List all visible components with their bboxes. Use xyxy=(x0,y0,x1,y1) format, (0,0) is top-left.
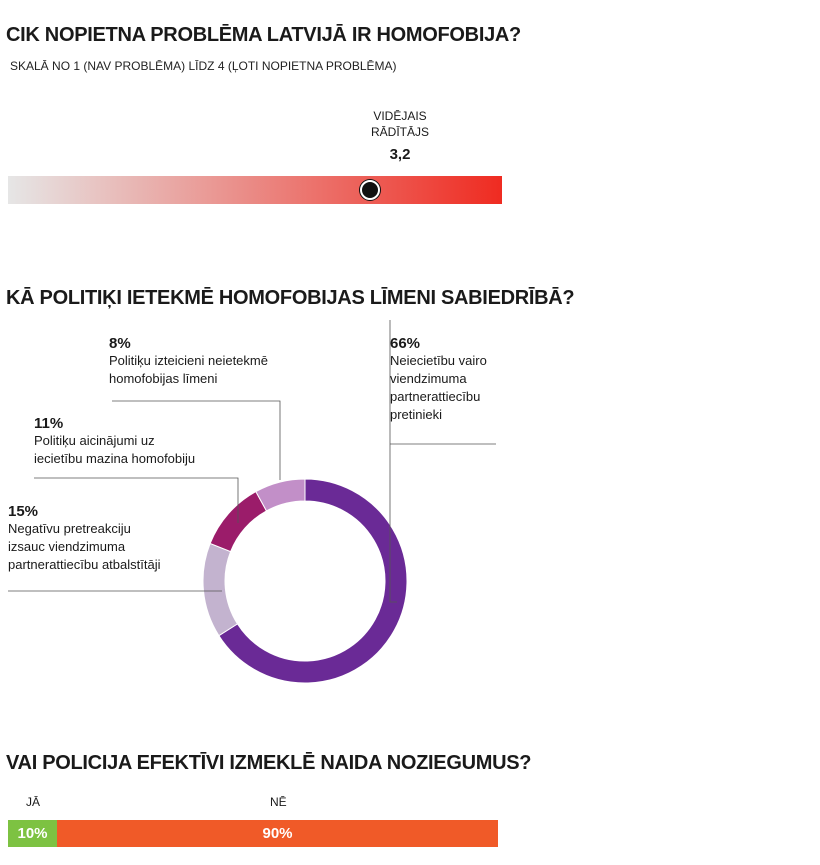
donut-title: KĀ POLITIĶI IETEKMĒ HOMOFOBIJAS LĪMENI SABIEDRĪBĀ? xyxy=(6,287,575,309)
slice-text-15-line-1: Negatīvu pretreakciju xyxy=(8,521,131,536)
slice-pct-66: 66% xyxy=(390,335,421,352)
average-label-line-2: RĀDĪTĀJS xyxy=(370,125,429,139)
slice-text-66-line-2: viendzimuma xyxy=(390,371,467,386)
slice-label-11 xyxy=(34,415,195,468)
bar-title: VAI POLICIJA EFEKTĪVI IZMEKLĒ NAIDA NOZIEGUMUS? xyxy=(6,752,532,774)
slice-label-15 xyxy=(8,503,160,574)
slice-pct-11: 11% xyxy=(34,415,64,432)
bar-category-yes: JĀ xyxy=(26,795,41,809)
stacked-bar xyxy=(8,820,498,847)
slice-text-66-line-1: Neiecietību vairo xyxy=(390,353,487,368)
bar-segment-yes: 10% xyxy=(8,820,57,847)
slice-text-15-line-2: izsauc viendzimuma xyxy=(8,539,126,554)
average-label-line-1: VIDĒJAIS xyxy=(373,109,427,123)
slice-label-66 xyxy=(390,335,487,424)
slice-text-11-line-1: Politiķu aicinājumi uz xyxy=(34,433,155,448)
gauge-subtitle: SKALĀ NO 1 (NAV PROBLĒMA) LĪDZ 4 (ĻOTI NOPIETNA PROBLĒMA) xyxy=(10,59,397,73)
slice-text-11-line-2: iecietību mazina homofobiju xyxy=(34,451,196,466)
gauge-scale-bar xyxy=(8,176,502,204)
average-label xyxy=(340,108,460,140)
slice-text-8-line-2: homofobijas līmeni xyxy=(109,371,218,386)
bar-category-no: NĒ xyxy=(270,795,287,809)
donut-slice-15 xyxy=(203,543,237,635)
gauge-title: CIK NOPIETNA PROBLĒMA LATVIJĀ IR HOMOFOBIJA? xyxy=(6,24,521,46)
slice-text-66-line-4: pretinieki xyxy=(390,407,443,422)
slice-text-15-line-3: partnerattiecību atbalstītāji xyxy=(8,557,161,572)
slice-text-66-line-3: partnerattiecību xyxy=(390,389,481,404)
average-value: 3,2 xyxy=(389,146,411,163)
slice-label-8 xyxy=(109,335,268,388)
bar-segment-no: 90% xyxy=(57,820,498,847)
slice-pct-15: 15% xyxy=(8,503,39,520)
slice-pct-8: 8% xyxy=(109,335,131,352)
slice-text-8-line-1: Politiķu izteicieni neietekmē xyxy=(109,353,268,368)
